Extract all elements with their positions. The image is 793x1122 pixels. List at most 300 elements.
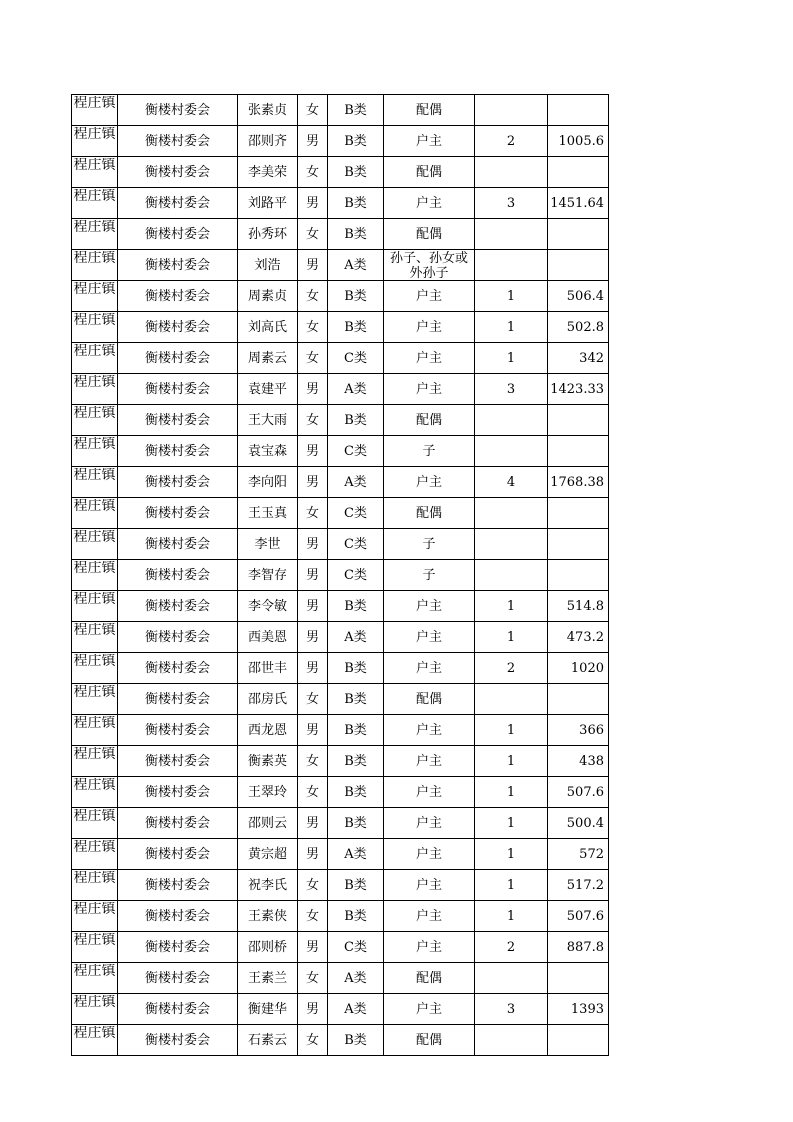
category-cell: A类 (328, 994, 384, 1025)
committee-cell: 衡楼村委会 (118, 405, 238, 436)
town-cell-text: 程庄镇 (73, 654, 116, 669)
count-cell: 1 (475, 901, 548, 932)
name-cell: 邵则齐 (238, 126, 298, 157)
name-cell: 李世 (238, 529, 298, 560)
town-cell-text: 程庄镇 (73, 251, 116, 266)
name-cell: 李智存 (238, 560, 298, 591)
town-cell (72, 932, 118, 963)
gender-cell: 女 (298, 963, 328, 994)
town-cell (72, 653, 118, 684)
relation-cell: 户主 (384, 870, 475, 901)
committee-cell: 衡楼村委会 (118, 839, 238, 870)
amount-cell (548, 529, 609, 560)
town-cell (72, 715, 118, 746)
table-row (72, 405, 609, 436)
committee-cell: 衡楼村委会 (118, 870, 238, 901)
town-cell (72, 374, 118, 405)
gender-cell: 男 (298, 808, 328, 839)
town-cell (72, 281, 118, 312)
table-row (72, 622, 609, 653)
town-cell (72, 405, 118, 436)
amount-cell (548, 684, 609, 715)
count-cell (475, 436, 548, 467)
count-cell: 1 (475, 312, 548, 343)
name-cell: 西美恩 (238, 622, 298, 653)
table-row (72, 436, 609, 467)
name-cell: 王玉真 (238, 498, 298, 529)
town-cell-text: 程庄镇 (73, 189, 116, 204)
town-cell-text: 程庄镇 (73, 406, 116, 421)
name-cell: 西龙恩 (238, 715, 298, 746)
category-cell: A类 (328, 839, 384, 870)
town-cell (72, 777, 118, 808)
town-cell (72, 250, 118, 281)
gender-cell: 男 (298, 529, 328, 560)
table-row (72, 591, 609, 622)
relation-cell: 户主 (384, 374, 475, 405)
name-cell: 衡建华 (238, 994, 298, 1025)
town-cell-text: 程庄镇 (73, 778, 116, 793)
gender-cell: 女 (298, 870, 328, 901)
gender-cell: 男 (298, 591, 328, 622)
gender-cell: 女 (298, 777, 328, 808)
committee-cell: 衡楼村委会 (118, 963, 238, 994)
amount-cell: 1423.33 (548, 374, 609, 405)
count-cell (475, 498, 548, 529)
name-cell: 刘浩 (238, 250, 298, 281)
count-cell (475, 95, 548, 126)
name-cell: 邵房氏 (238, 684, 298, 715)
relation-cell: 配偶 (384, 963, 475, 994)
relation-cell: 户主 (384, 343, 475, 374)
committee-cell: 衡楼村委会 (118, 188, 238, 219)
amount-cell (548, 963, 609, 994)
category-cell: B类 (328, 405, 384, 436)
town-cell (72, 808, 118, 839)
category-cell: B类 (328, 684, 384, 715)
count-cell: 1 (475, 715, 548, 746)
category-cell: C类 (328, 560, 384, 591)
table-row (72, 777, 609, 808)
town-cell-text: 程庄镇 (73, 344, 116, 359)
committee-cell: 衡楼村委会 (118, 1025, 238, 1056)
town-cell-text: 程庄镇 (73, 964, 116, 979)
town-cell (72, 126, 118, 157)
town-cell-text: 程庄镇 (73, 871, 116, 886)
category-cell: C类 (328, 436, 384, 467)
gender-cell: 男 (298, 994, 328, 1025)
category-cell: B类 (328, 870, 384, 901)
relation-cell-text: 孙子、孙女或外孙子 (389, 251, 468, 279)
town-cell-text: 程庄镇 (73, 530, 116, 545)
gender-cell: 女 (298, 1025, 328, 1056)
committee-cell: 衡楼村委会 (118, 777, 238, 808)
table-row (72, 684, 609, 715)
category-cell: A类 (328, 467, 384, 498)
relation-cell: 户主 (384, 777, 475, 808)
count-cell: 3 (475, 374, 548, 405)
category-cell: C类 (328, 932, 384, 963)
committee-cell: 衡楼村委会 (118, 343, 238, 374)
committee-cell: 衡楼村委会 (118, 467, 238, 498)
town-cell-text: 程庄镇 (73, 716, 116, 731)
gender-cell: 男 (298, 374, 328, 405)
table-row (72, 870, 609, 901)
amount-cell: 366 (548, 715, 609, 746)
relation-cell: 户主 (384, 808, 475, 839)
count-cell (475, 560, 548, 591)
relation-cell: 子 (384, 529, 475, 560)
table-row (72, 715, 609, 746)
name-cell: 李向阳 (238, 467, 298, 498)
table-row (72, 994, 609, 1025)
committee-cell: 衡楼村委会 (118, 374, 238, 405)
town-cell (72, 467, 118, 498)
category-cell: A类 (328, 622, 384, 653)
town-cell-text: 程庄镇 (73, 747, 116, 762)
relation-cell: 配偶 (384, 95, 475, 126)
town-cell (72, 560, 118, 591)
table-row (72, 839, 609, 870)
category-cell: A类 (328, 374, 384, 405)
count-cell: 3 (475, 188, 548, 219)
name-cell: 袁建平 (238, 374, 298, 405)
amount-cell: 506.4 (548, 281, 609, 312)
amount-cell: 1393 (548, 994, 609, 1025)
town-cell-text: 程庄镇 (73, 685, 116, 700)
name-cell: 袁宝森 (238, 436, 298, 467)
name-cell: 周素云 (238, 343, 298, 374)
name-cell: 王大雨 (238, 405, 298, 436)
name-cell: 孙秀环 (238, 219, 298, 250)
gender-cell: 女 (298, 343, 328, 374)
committee-cell: 衡楼村委会 (118, 808, 238, 839)
count-cell (475, 1025, 548, 1056)
name-cell: 张素贞 (238, 95, 298, 126)
category-cell: B类 (328, 746, 384, 777)
name-cell: 周素贞 (238, 281, 298, 312)
table-row (72, 374, 609, 405)
committee-cell: 衡楼村委会 (118, 622, 238, 653)
amount-cell: 887.8 (548, 932, 609, 963)
amount-cell: 502.8 (548, 312, 609, 343)
count-cell (475, 405, 548, 436)
count-cell: 1 (475, 343, 548, 374)
table-body (72, 95, 609, 1056)
table-row (72, 157, 609, 188)
committee-cell: 衡楼村委会 (118, 653, 238, 684)
town-cell (72, 839, 118, 870)
town-cell-text: 程庄镇 (73, 468, 116, 483)
table-row (72, 560, 609, 591)
count-cell: 1 (475, 622, 548, 653)
town-cell-text: 程庄镇 (73, 282, 116, 297)
amount-cell: 507.6 (548, 901, 609, 932)
name-cell: 王翠玲 (238, 777, 298, 808)
town-cell-text: 程庄镇 (73, 561, 116, 576)
count-cell: 1 (475, 839, 548, 870)
name-cell: 黄宗超 (238, 839, 298, 870)
committee-cell: 衡楼村委会 (118, 932, 238, 963)
town-cell (72, 498, 118, 529)
category-cell: B类 (328, 777, 384, 808)
table-row (72, 746, 609, 777)
relation-cell: 户主 (384, 994, 475, 1025)
committee-cell: 衡楼村委会 (118, 250, 238, 281)
town-cell (72, 963, 118, 994)
table-row (72, 343, 609, 374)
gender-cell: 男 (298, 467, 328, 498)
count-cell: 2 (475, 653, 548, 684)
name-cell: 刘高氏 (238, 312, 298, 343)
category-cell: B类 (328, 1025, 384, 1056)
town-cell (72, 188, 118, 219)
name-cell: 石素云 (238, 1025, 298, 1056)
town-cell (72, 746, 118, 777)
gender-cell: 女 (298, 684, 328, 715)
gender-cell: 女 (298, 901, 328, 932)
committee-cell: 衡楼村委会 (118, 901, 238, 932)
relation-cell: 配偶 (384, 1025, 475, 1056)
gender-cell: 男 (298, 188, 328, 219)
category-cell: B类 (328, 95, 384, 126)
gender-cell: 女 (298, 746, 328, 777)
committee-cell: 衡楼村委会 (118, 126, 238, 157)
committee-cell: 衡楼村委会 (118, 560, 238, 591)
count-cell (475, 250, 548, 281)
category-cell: B类 (328, 901, 384, 932)
committee-cell: 衡楼村委会 (118, 684, 238, 715)
town-cell-text: 程庄镇 (73, 499, 116, 514)
town-cell (72, 343, 118, 374)
count-cell: 1 (475, 870, 548, 901)
table-row (72, 808, 609, 839)
relation-cell: 户主 (384, 622, 475, 653)
category-cell: B类 (328, 312, 384, 343)
table-row (72, 963, 609, 994)
amount-cell (548, 1025, 609, 1056)
amount-cell: 572 (548, 839, 609, 870)
town-cell-text: 程庄镇 (73, 127, 116, 142)
gender-cell: 男 (298, 126, 328, 157)
category-cell: C类 (328, 343, 384, 374)
relation-cell: 户主 (384, 746, 475, 777)
count-cell: 1 (475, 777, 548, 808)
gender-cell: 男 (298, 653, 328, 684)
amount-cell: 514.8 (548, 591, 609, 622)
town-cell (72, 95, 118, 126)
gender-cell: 男 (298, 932, 328, 963)
table-row (72, 901, 609, 932)
category-cell: A类 (328, 250, 384, 281)
town-cell (72, 684, 118, 715)
relation-cell: 子 (384, 560, 475, 591)
count-cell: 1 (475, 281, 548, 312)
gender-cell: 男 (298, 715, 328, 746)
relation-cell: 配偶 (384, 498, 475, 529)
town-cell (72, 529, 118, 560)
name-cell: 衡素英 (238, 746, 298, 777)
name-cell: 祝李氏 (238, 870, 298, 901)
amount-cell (548, 157, 609, 188)
category-cell: B类 (328, 808, 384, 839)
committee-cell: 衡楼村委会 (118, 529, 238, 560)
table-row (72, 1025, 609, 1056)
category-cell: C类 (328, 498, 384, 529)
relation-cell: 配偶 (384, 405, 475, 436)
gender-cell: 女 (298, 157, 328, 188)
gender-cell: 女 (298, 498, 328, 529)
amount-cell (548, 436, 609, 467)
committee-cell: 衡楼村委会 (118, 157, 238, 188)
category-cell: C类 (328, 529, 384, 560)
gender-cell: 男 (298, 250, 328, 281)
name-cell: 王素侠 (238, 901, 298, 932)
amount-cell (548, 498, 609, 529)
town-cell (72, 312, 118, 343)
count-cell (475, 219, 548, 250)
table-row (72, 188, 609, 219)
relation-cell: 户主 (384, 839, 475, 870)
town-cell (72, 870, 118, 901)
town-cell-text: 程庄镇 (73, 840, 116, 855)
committee-cell: 衡楼村委会 (118, 436, 238, 467)
town-cell (72, 901, 118, 932)
town-cell-text: 程庄镇 (73, 96, 116, 111)
town-cell-text: 程庄镇 (73, 623, 116, 638)
gender-cell: 男 (298, 436, 328, 467)
committee-cell: 衡楼村委会 (118, 95, 238, 126)
table-row (72, 467, 609, 498)
committee-cell: 衡楼村委会 (118, 715, 238, 746)
relation-cell: 户主 (384, 126, 475, 157)
gender-cell: 女 (298, 281, 328, 312)
town-cell-text: 程庄镇 (73, 220, 116, 235)
count-cell: 4 (475, 467, 548, 498)
count-cell: 2 (475, 126, 548, 157)
gender-cell: 男 (298, 560, 328, 591)
table-row (72, 250, 609, 281)
name-cell: 邵则云 (238, 808, 298, 839)
amount-cell (548, 560, 609, 591)
amount-cell (548, 250, 609, 281)
town-cell (72, 219, 118, 250)
town-cell-text: 程庄镇 (73, 437, 116, 452)
relation-cell: 子 (384, 436, 475, 467)
category-cell: B类 (328, 715, 384, 746)
name-cell: 邵世丰 (238, 653, 298, 684)
town-cell-text: 程庄镇 (73, 995, 116, 1010)
relation-cell: 户主 (384, 188, 475, 219)
relation-cell: 配偶 (384, 219, 475, 250)
amount-cell: 1020 (548, 653, 609, 684)
table-row (72, 932, 609, 963)
amount-cell: 507.6 (548, 777, 609, 808)
category-cell: B类 (328, 281, 384, 312)
town-cell-text: 程庄镇 (73, 375, 116, 390)
committee-cell: 衡楼村委会 (118, 746, 238, 777)
amount-cell: 1005.6 (548, 126, 609, 157)
category-cell: A类 (328, 963, 384, 994)
amount-cell: 1451.64 (548, 188, 609, 219)
amount-cell: 473.2 (548, 622, 609, 653)
household-table (71, 94, 609, 1056)
relation-cell: 户主 (384, 591, 475, 622)
count-cell (475, 684, 548, 715)
committee-cell: 衡楼村委会 (118, 994, 238, 1025)
table-row (72, 95, 609, 126)
amount-cell: 342 (548, 343, 609, 374)
amount-cell (548, 219, 609, 250)
relation-cell: 配偶 (384, 157, 475, 188)
category-cell: B类 (328, 219, 384, 250)
count-cell (475, 157, 548, 188)
table-row (72, 312, 609, 343)
relation-cell (384, 250, 475, 281)
relation-cell: 户主 (384, 932, 475, 963)
name-cell: 邵则桥 (238, 932, 298, 963)
amount-cell (548, 405, 609, 436)
gender-cell: 女 (298, 405, 328, 436)
table-row (72, 219, 609, 250)
town-cell-text: 程庄镇 (73, 313, 116, 328)
table-row (72, 126, 609, 157)
gender-cell: 女 (298, 95, 328, 126)
relation-cell: 户主 (384, 715, 475, 746)
amount-cell: 517.2 (548, 870, 609, 901)
category-cell: B类 (328, 653, 384, 684)
town-cell (72, 591, 118, 622)
town-cell-text: 程庄镇 (73, 902, 116, 917)
name-cell: 李令敏 (238, 591, 298, 622)
committee-cell: 衡楼村委会 (118, 281, 238, 312)
town-cell (72, 622, 118, 653)
gender-cell: 男 (298, 839, 328, 870)
count-cell (475, 963, 548, 994)
town-cell (72, 994, 118, 1025)
count-cell: 1 (475, 808, 548, 839)
committee-cell: 衡楼村委会 (118, 591, 238, 622)
town-cell-text: 程庄镇 (73, 933, 116, 948)
amount-cell: 1768.38 (548, 467, 609, 498)
name-cell: 王素兰 (238, 963, 298, 994)
category-cell: B类 (328, 157, 384, 188)
count-cell: 1 (475, 746, 548, 777)
committee-cell: 衡楼村委会 (118, 219, 238, 250)
relation-cell: 户主 (384, 653, 475, 684)
table-row (72, 529, 609, 560)
committee-cell: 衡楼村委会 (118, 312, 238, 343)
count-cell: 3 (475, 994, 548, 1025)
town-cell (72, 1025, 118, 1056)
gender-cell: 男 (298, 622, 328, 653)
count-cell: 1 (475, 591, 548, 622)
table-row (72, 653, 609, 684)
amount-cell: 500.4 (548, 808, 609, 839)
table-row (72, 498, 609, 529)
amount-cell (548, 95, 609, 126)
count-cell: 2 (475, 932, 548, 963)
committee-cell: 衡楼村委会 (118, 498, 238, 529)
gender-cell: 女 (298, 312, 328, 343)
relation-cell: 户主 (384, 467, 475, 498)
town-cell-text: 程庄镇 (73, 592, 116, 607)
relation-cell: 配偶 (384, 684, 475, 715)
town-cell (72, 157, 118, 188)
table-row (72, 281, 609, 312)
name-cell: 刘路平 (238, 188, 298, 219)
category-cell: B类 (328, 591, 384, 622)
